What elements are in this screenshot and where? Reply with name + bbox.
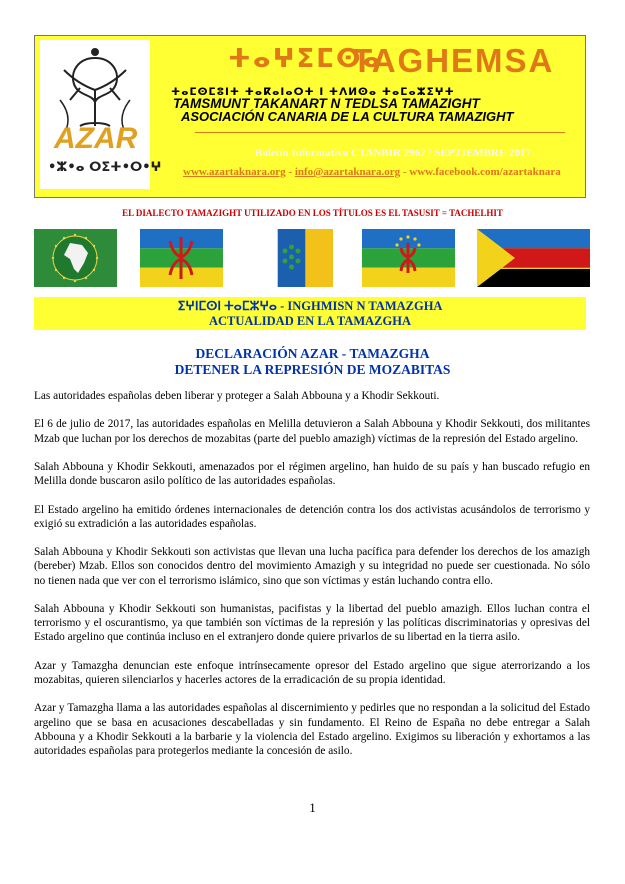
tuareg-flag xyxy=(477,229,590,287)
newsletter-header xyxy=(34,35,586,198)
facebook-link[interactable]: www.facebook.com/azartaknara xyxy=(409,166,561,178)
declaration-title-2: DETENER LA REPRESIÓN DE MOZABITAS xyxy=(174,362,451,377)
tifinagh-subtitle: ⵜⴰⵎⵙⵎⵓⵏⵜ ⵜⴰⴽⴰⵏⴰⵔⵜ ⵏ ⵜⴷⵍⵙⴰ ⵜⴰⵎⴰⵣⵉⵖⵜ xyxy=(171,86,455,98)
amazigh-flag xyxy=(140,229,223,287)
page-number: 1 xyxy=(309,800,316,815)
logo-tifinagh-text: •ⵣ•ⴰ ⵔⵉⵜ•ⵔ•ⵖ xyxy=(48,160,162,175)
azar-logo xyxy=(40,40,162,189)
section-title-line1: ⵉⵖⵏⵎⵙⵏ ⵜⴰⵎⵣⵖⴰ - INGHMISN N TAMAZGHA xyxy=(177,299,443,313)
kabyle-flag xyxy=(362,229,455,287)
paragraph-2: El 6 de julio de 2017, las autoridades españolas en Melilla detuvieron a Salah Abbouna y Khodir Sekkouti, dos militantes Mzab que luchan por los derechos de mozabitas (parte del pueblo amazigh) víctimas de la represión del Estado argelino. xyxy=(34,418,590,445)
section-banner xyxy=(34,297,586,330)
paragraph-7: Azar y Tamazgha denuncian este enfoque intrínsecamente opresor del Estado argelino que sigue aterrorizando a los mozabitas, quieren silenciarlos y hacerles actores de la erradicación de su propia identidad. xyxy=(34,659,590,686)
canarian-independence-flag xyxy=(250,229,333,287)
email-link[interactable]: info@azartaknara.org xyxy=(294,166,401,178)
title-tifinagh: ⵜⴰⵖⵉⵎⵙⴰ xyxy=(228,44,383,74)
dialect-note: EL DIALECTO TAMAZIGHT UTILIZADO EN LOS TÍTULOS ES EL TASUSIT = TACHELHIT xyxy=(122,208,503,218)
bulletin-info: Boletín Informativo CTANBIR 2967 / SEPTIEMBRE 2017 xyxy=(255,147,532,159)
paragraph-5: Salah Abbouna y Khodir Sekkouti son activistas que llevan una lucha pacífica para defender los derechos de los amazigh (bereber) Mzab. Ellos son conocidos dentro del movimiento Amazigh y su integridad no puede ser cuestionada. No sólo no tienen nada que ver con el terrorismo islámico, sino que son víctimas y están luchando contra ello. xyxy=(34,546,590,587)
title-latin: TAGHEMSA xyxy=(352,42,555,79)
header-divider xyxy=(195,132,565,133)
paragraph-8: Azar y Tamazgha llama a las autoridades españolas al discernimiento y pedirles que no respondan a la solicitud del Estado argelino que se basa en acusaciones descabelladas y sin fundamento. El Reino de España no debe entregar a Salah Abbouna y a Khodir Sekkouti a la barbarie y la violencia del Estado argelino. Exigimos su liberación y exhortamos a las autoridades españolas para protegerlos mediante la concesión de asilo. xyxy=(34,702,590,757)
header-links: www.azartaknara.org - info@azartaknara.org - www.facebook.com/azartaknara xyxy=(183,166,561,178)
paragraph-3: Salah Abbouna y Khodir Sekkouti, amenazados por el régimen argelino, han huido de su país y han buscado refugio en Melilla donde buscaron asilo político de las autoridades españolas. xyxy=(34,460,590,488)
african-union-flag xyxy=(34,229,117,287)
website-link[interactable]: www.azartaknara.org xyxy=(183,166,286,178)
section-title-line2: ACTUALIDAD EN LA TAMAZGHA xyxy=(209,314,411,328)
paragraph-4: El Estado argelino ha emitido órdenes internacionales de detención contra los dos activistas acusándolos de terrorismo y exigió su extradición a las autoridades españolas. xyxy=(34,503,590,530)
declaration-heading xyxy=(0,346,625,378)
article-body xyxy=(34,389,590,772)
declaration-title-1: DECLARACIÓN AZAR - TAMAZGHA xyxy=(195,346,430,361)
association-name-spanish: ASOCIACIÓN CANARIA DE LA CULTURA TAMAZIGHT xyxy=(181,109,514,124)
association-name-berber: TAMSMUNT TAKANART N TEDLSA TAMAZIGHT xyxy=(173,96,480,111)
paragraph-1: Las autoridades españolas deben liberar y proteger a Salah Abbouna y a Khodir Sekkouti. xyxy=(34,390,440,402)
logo-azar-text: AZAR xyxy=(54,122,138,155)
paragraph-6: Salah Abbouna y Khodir Sekkouti son humanistas, pacifistas y la libertad del pueblo amazigh. Ellos luchan contra el terrorismo y el oscurantismo, ya que también son víctimas de la represión y las políticas discriminatorias y opresivas del Estado argelino que continúa incluso en el extranjero donde quiere privarlos de su libertad en la tierra asilo. xyxy=(34,602,590,644)
